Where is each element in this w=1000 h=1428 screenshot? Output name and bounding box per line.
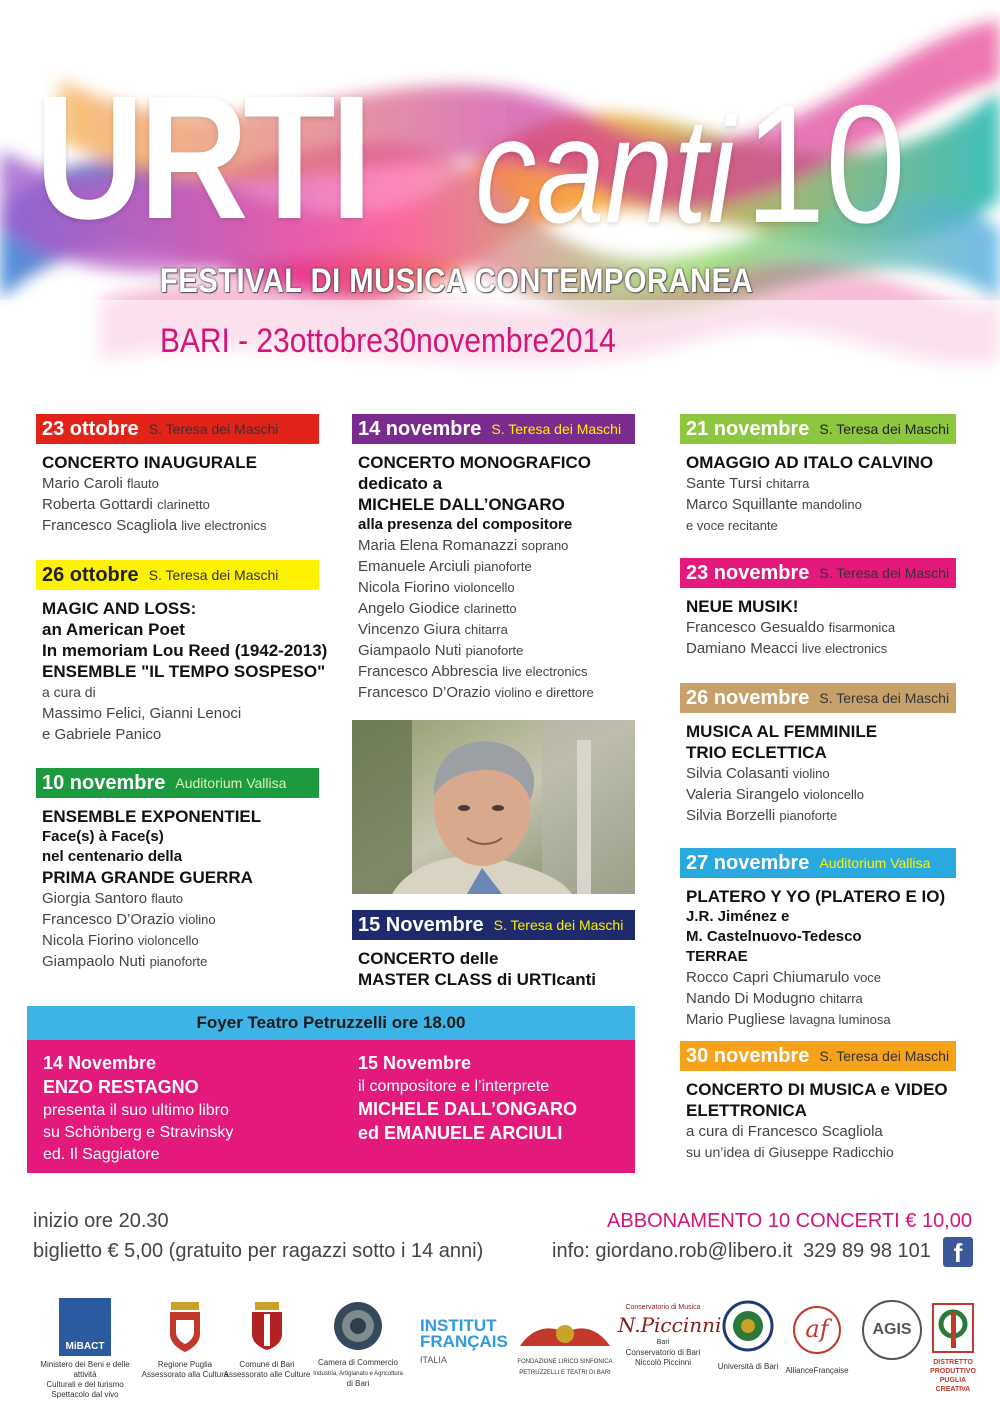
foyer-events-box xyxy=(27,1040,635,1173)
institut-francais-logo: INSTITUT FRANÇAIS ITALIA xyxy=(420,1316,508,1365)
alliance-francaise-logo: af AllianceFrançaise xyxy=(782,1306,852,1376)
event-27-novembre xyxy=(680,848,956,1030)
distretto-puglia-creativa-logo: DISTRETTO PRODUTTIVO PUGLIA CREATIVA xyxy=(926,1302,980,1394)
event-date: 15 Novembre xyxy=(358,913,484,936)
event-subtitle-line: M. Castelnuovo-Tedesco xyxy=(686,928,862,945)
event-subtitle-line: ENSEMBLE "IL TEMPO SOSPESO" xyxy=(42,662,326,681)
performer: Nicola Fiorino violoncello xyxy=(358,579,515,596)
event-venue: S. Teresa dei Maschi xyxy=(493,917,624,933)
camera-seal-icon xyxy=(332,1300,384,1352)
header-banner xyxy=(0,0,1000,400)
event-title: MAGIC AND LOSS: xyxy=(42,599,197,618)
event-23-ottobre xyxy=(36,414,319,536)
event-date: 10 novembre xyxy=(42,771,166,794)
event-venue: S. Teresa dei Maschi xyxy=(819,1048,950,1064)
festival-subtitle: FESTIVAL DI MUSICA CONTEMPORANEA xyxy=(160,262,754,300)
foyer-left-name: ENZO RESTAGNO xyxy=(43,1077,199,1097)
event-date-bar xyxy=(352,414,635,444)
foyer-left-date: 14 Novembre xyxy=(43,1053,157,1073)
performer: Roberta Gottardi clarinetto xyxy=(42,496,210,513)
event-date: 14 novembre xyxy=(358,417,482,440)
event-title: CONCERTO delle xyxy=(358,949,499,968)
performer: Giorgia Santoro flauto xyxy=(42,890,184,907)
event-subtitle-line: Face(s) à Face(s) xyxy=(42,828,164,845)
event-subtitle-line: dedicato a xyxy=(358,474,443,493)
event-date: 21 novembre xyxy=(686,417,810,440)
event-note: alla presenza del compositore xyxy=(358,516,573,533)
mibact-emblem-icon: MiBACT xyxy=(59,1298,111,1356)
festival-edition-number: 10 xyxy=(745,70,906,258)
event-subtitle-line: TERRAE xyxy=(686,948,748,965)
event-date: 26 ottobre xyxy=(42,563,139,586)
info-phone: 329 89 98 101 xyxy=(803,1240,931,1262)
event-subtitle-line: J.R. Jiménez e xyxy=(686,908,790,925)
performer-extra: e voce recitante xyxy=(686,518,778,533)
performer: Francesco Scagliola live electronics xyxy=(42,517,267,534)
alliance-emblem-icon: af xyxy=(793,1306,841,1354)
performer: Francesco Abbrescia live electronics xyxy=(358,663,588,680)
event-date: 27 novembre xyxy=(686,851,810,874)
event-date-bar xyxy=(680,1041,956,1071)
event-idea: su un’idea di Giuseppe Radicchio xyxy=(686,1144,894,1160)
performer: Maria Elena Romanazzi soprano xyxy=(358,537,569,554)
foyer-left-line: su Schönberg e Stravinsky xyxy=(43,1124,234,1141)
composer-portrait-photo xyxy=(352,720,635,894)
event-14-novembre xyxy=(352,414,635,703)
event-15-novembre xyxy=(352,910,635,990)
event-26-novembre xyxy=(680,683,956,826)
performer: Francesco Gesualdo fisarmonica xyxy=(686,619,896,636)
petruzzelli-crest-icon xyxy=(515,1316,615,1352)
petruzzelli-logo: FONDAZIONE LIRICO SINFONICA PETRUZZELLI E TEATRI DI BARI xyxy=(510,1316,620,1378)
event-23-novembre xyxy=(680,558,956,659)
event-subtitle-line: MICHELE DALL’ONGARO xyxy=(358,495,565,514)
foyer-right-name: ed EMANUELE ARCIULI xyxy=(358,1123,563,1143)
universita-bari-logo: Università di Bari xyxy=(713,1300,783,1372)
festival-title-italic: canti xyxy=(475,86,735,254)
event-venue: S. Teresa dei Maschi xyxy=(148,567,279,583)
event-venue: S. Teresa dei Maschi xyxy=(819,421,950,437)
subscription-offer: ABBONAMENTO 10 CONCERTI € 10,00 xyxy=(607,1210,972,1232)
event-date: 23 novembre xyxy=(686,561,810,584)
event-date: 30 novembre xyxy=(686,1044,810,1067)
event-date-bar xyxy=(36,768,319,798)
foyer-header: Foyer Teatro Petruzzelli ore 18.00 xyxy=(27,1006,635,1040)
agis-emblem-icon: AGIS xyxy=(862,1300,922,1360)
performer: Francesco D’Orazio violino e direttore xyxy=(358,684,594,701)
festival-title-main: URTI xyxy=(35,60,368,256)
event-date-bar xyxy=(680,558,956,588)
camera-commercio-logo: Camera di Commercio Industria, Artigianato e Agricoltura di Bari xyxy=(308,1300,408,1389)
event-subtitle-line: In memoriam Lou Reed (1942-2013) xyxy=(42,641,328,660)
foyer-right-line: il compositore e l’interprete xyxy=(358,1078,550,1095)
ticket-price: biglietto € 5,00 (gratuito per ragazzi sotto i 14 anni) xyxy=(33,1240,484,1262)
event-title: PLATERO Y YO (PLATERO E IO) xyxy=(686,887,946,906)
performer: Vincenzo Giura chitarra xyxy=(358,621,508,638)
event-title: NEUE MUSIK! xyxy=(686,597,799,616)
start-time: inizio ore 20.30 xyxy=(33,1210,169,1232)
event-title: MASTER CLASS di URTIcanti xyxy=(358,970,597,989)
event-title: TRIO ECLETTICA xyxy=(686,743,827,762)
performer: Valeria Sirangelo violoncello xyxy=(686,786,864,803)
event-subtitle-line: nel centenario della xyxy=(42,848,183,865)
event-21-novembre xyxy=(680,414,956,536)
event-date-bar xyxy=(680,683,956,713)
event-curators: Massimo Felici, Gianni Lenoci xyxy=(42,705,242,722)
performer: Silvia Colasanti violino xyxy=(686,765,830,782)
event-curated: a cura di Francesco Scagliola xyxy=(686,1123,883,1140)
performer: Silvia Borzelli pianoforte xyxy=(686,807,838,824)
event-date-bar xyxy=(680,848,956,878)
university-seal-icon xyxy=(722,1300,774,1352)
foyer-left-event xyxy=(43,1052,233,1166)
performer: Rocco Capri Chiumarulo voce xyxy=(686,969,882,986)
event-title: CONCERTO MONOGRAFICO xyxy=(358,453,591,472)
info-email[interactable]: info: giordano.rob@libero.it xyxy=(552,1240,793,1262)
puglia-crest-icon xyxy=(167,1300,203,1354)
event-title: CONCERTO DI MUSICA e VIDEO xyxy=(686,1080,948,1099)
performer: Francesco D’Orazio violino xyxy=(42,911,216,928)
event-title: OMAGGIO AD ITALO CALVINO xyxy=(686,453,934,472)
performer: Nicola Fiorino violoncello xyxy=(42,932,199,949)
performer: Sante Tursi chitarra xyxy=(686,475,810,492)
event-title: CONCERTO INAUGURALE xyxy=(42,453,258,472)
event-venue: S. Teresa dei Maschi xyxy=(148,421,279,437)
performer: Nando Di Modugno chitarra xyxy=(686,990,863,1007)
festival-dateline: BARI - 23ottobre30novembre2014 xyxy=(160,322,616,360)
performer: Giampaolo Nuti pianoforte xyxy=(42,953,208,970)
event-venue: Auditorium Vallisa xyxy=(819,855,931,871)
comune-bari-logo: Comune di Bari Assessorato alle Culture xyxy=(222,1300,312,1380)
event-10-novembre xyxy=(36,768,319,972)
performer: Damiano Meacci live electronics xyxy=(686,640,888,657)
conservatorio-piccinni-logo: Conservatorio di Musica N.Piccinni Bari Conservatorio di Bari Niccolò Piccinni xyxy=(618,1304,722,1367)
distretto-emblem-icon xyxy=(931,1302,975,1354)
bari-crest-icon xyxy=(247,1300,287,1352)
event-subtitle-line: an American Poet xyxy=(42,620,185,639)
event-date-bar xyxy=(36,560,319,590)
performer: Emanuele Arciuli pianoforte xyxy=(358,558,532,575)
event-venue: S. Teresa dei Maschi xyxy=(819,565,950,581)
foyer-left-line: ed. Il Saggiatore xyxy=(43,1146,160,1163)
foyer-left-line: presenta il suo ultimo libro xyxy=(43,1102,229,1119)
event-date: 26 novembre xyxy=(686,686,810,709)
event-venue: S. Teresa dei Maschi xyxy=(491,421,622,437)
facebook-icon[interactable]: f xyxy=(943,1237,973,1267)
event-venue: S. Teresa dei Maschi xyxy=(819,690,950,706)
performer: Giampaolo Nuti pianoforte xyxy=(358,642,524,659)
event-date: 23 ottobre xyxy=(42,417,139,440)
regione-puglia-logo: Regione Puglia Assessorato alla Cultura xyxy=(140,1300,230,1380)
event-subtitle-line: PRIMA GRANDE GUERRA xyxy=(42,868,253,887)
mibact-logo: MiBACT Ministero dei Beni e delle attività Culturali e del turismo Spettacolo dal vivo xyxy=(30,1298,140,1400)
performer: Marco Squillante mandolino xyxy=(686,496,862,513)
event-date-bar xyxy=(36,414,319,444)
performer: Angelo Giodice clarinetto xyxy=(358,600,517,617)
foyer-right-date: 15 Novembre xyxy=(358,1053,472,1073)
event-title: ENSEMBLE EXPONENTIEL xyxy=(42,807,262,826)
performer: Mario Caroli flauto xyxy=(42,475,159,492)
event-curators: e Gabriele Panico xyxy=(42,726,162,743)
event-date-bar xyxy=(352,910,635,940)
performer: Mario Pugliese lavagna luminosa xyxy=(686,1011,891,1028)
event-26-ottobre xyxy=(36,560,328,745)
event-venue: Auditorium Vallisa xyxy=(175,775,287,791)
event-title: ELETTRONICA xyxy=(686,1101,807,1120)
foyer-right-name: MICHELE DALL’ONGARO xyxy=(358,1099,577,1119)
event-30-novembre xyxy=(680,1041,956,1163)
event-title: MUSICA AL FEMMINILE xyxy=(686,722,878,741)
foyer-right-event xyxy=(358,1052,577,1146)
event-curated-label: a cura di xyxy=(42,684,96,700)
event-date-bar xyxy=(680,414,956,444)
agis-logo xyxy=(858,1300,926,1360)
